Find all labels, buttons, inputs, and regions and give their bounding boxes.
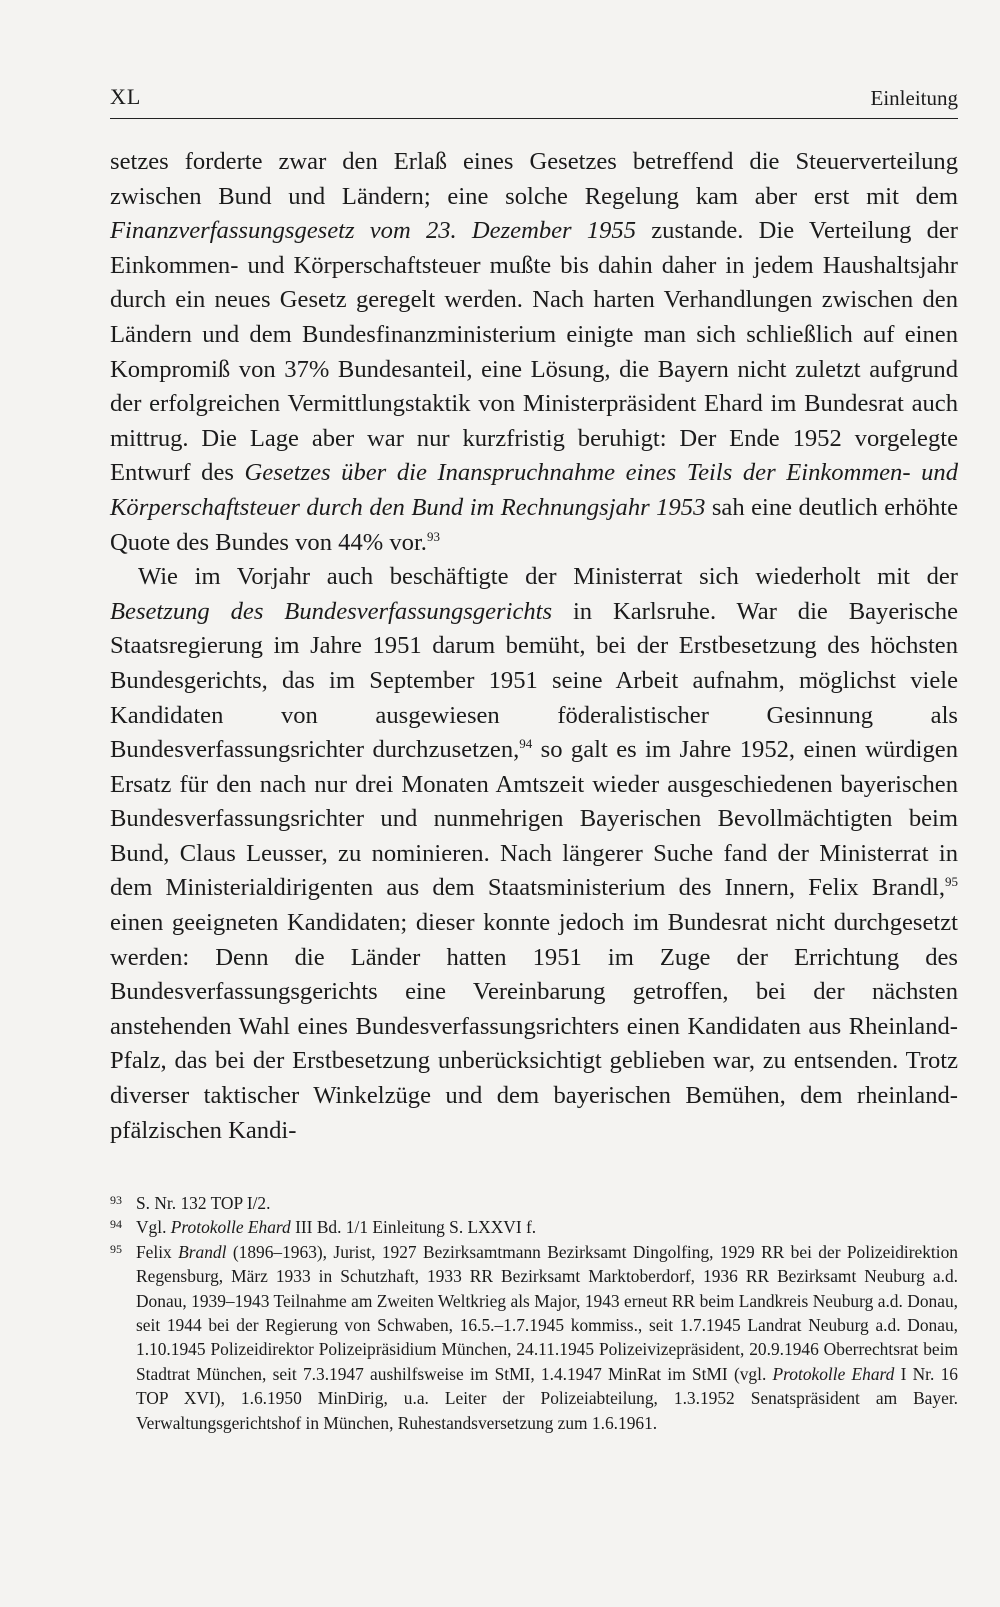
footnote-number: 93 — [110, 1193, 122, 1207]
footnote-ref-95[interactable]: 95 — [945, 874, 958, 890]
footnote-ref-93[interactable]: 93 — [426, 528, 440, 544]
text-run: so galt es im Jahre 1952, einen würdigen Ersatz für den nach nur drei Monaten Amtszeit wieder ausgeschiedenen bayerischen Bundesverfassungsrichter und nunmehrigen Bayerischen Bevollmächtigten beim Bund, Claus Leusser, zu nominieren. Nach längerer Suche fand der Ministerrat in dem Ministerialdirigenten aus dem Staatsministerium des Innern, Felix Brandl, — [110, 736, 958, 902]
footnote-text: Vgl. — [136, 1217, 171, 1238]
text-run: einen geeigneten Kandidaten; dieser konnte jedoch im Bundesrat nicht durchgesetzt werden: Denn die Länder hatten 1951 im Zuge der Errichtung des Bundesverfassungsgerichts eine Vereinbarung getroffen, bei der nächsten anstehenden Wahl eines Bundesverfassungsrichters einen Kandidaten aus Rheinland-Pfalz, das bei der Erstbesetzung unberücksichtigt geblieben war, zu entsenden. Trotz diverser taktischer Winkelzüge und dem bayerischen Bemühen, dem rheinland-pfälzischen Kandi- — [110, 909, 958, 1144]
footnote-text: Felix — [136, 1241, 179, 1262]
italic-title: Finanzverfassungsgesetz vom 23. Dezember 1955 — [110, 217, 637, 245]
footnote-95 — [110, 1240, 958, 1435]
text-run: sah eine deutlich erhöhte Quote des Bundes von 44% vor. — [110, 493, 959, 556]
footnote-number: 95 — [110, 1241, 122, 1256]
footnote-text: (1896–1963), Jurist, 1927 Bezirksamtmann Bezirksamt Dingolfing, 1929 RR bei der Polizeidirektion Regensburg, März 1933 in Schutzhaft, 1933 RR Bezirksamt Marktoberdorf, 1936 RR Bezirksamt Neuburg a.d. Donau, 1939–1943 Teilnahme am Zweiten Weltkrieg als Major, 1943 erneut RR beim Landkreis Neuburg a.d. Donau, seit 1944 bei der Regierung von Schwaben, 16.5.–1.7.1945 kommiss., seit 1.7.1945 Landrat Neuburg a.d. Donau, 1.10.1945 Polizeidirektor Polizeipräsidium München, 24.11.1945 Polizeivizepräsident, 20.9.1946 Oberrechtsrat beim Stadtrat München, seit 7.3.1947 aushilfsweise im StMI, 1.4.1947 MinRat im StMI (vgl. — [136, 1241, 958, 1384]
footnote-93 — [110, 1191, 958, 1215]
text-run: in Karlsruhe. War die Bayerische Staatsregierung im Jahre 1951 darum bemüht, bei der Erstbesetzung des höchsten Bundesgerichts, das im September 1951 seine Arbeit aufnahm, möglichst viele Kandidaten von ausgewiesen föderalistischer Gesinnung als Bundesverfassungsrichter durchzusetzen, — [110, 597, 958, 764]
footnotes — [110, 1191, 958, 1435]
footnote-text: I Nr. 16 TOP XVI), 1.6.1950 MinDirig, u.a. Leiter der Polizeiabteilung, 1.3.1952 Senatspräsident am Bayer. Verwaltungsgerichtshof in München, Ruhestandsversetzung zum 1.6.1961. — [136, 1363, 958, 1433]
footnote-italic: Protokolle Ehard — [170, 1217, 291, 1238]
italic-title: Besetzung des Bundesverfassungsgerichts — [110, 597, 553, 625]
text-run: Wie im Vorjahr auch beschäftigte der Ministerrat sich wiederholt mit der — [138, 563, 958, 591]
text-run: setzes forderte zwar den Erlaß eines Gesetzes betreffend die Steuerverteilung zwischen Bund und Ländern; eine solche Regelung kam aber erst mit dem — [110, 148, 958, 210]
footnote-ref-94[interactable]: 94 — [519, 736, 533, 752]
paragraph-2 — [110, 560, 958, 1148]
italic-title: Gesetzes über die Inanspruchnahme eines Teils der Einkommen- und Körperschaftsteuer durch den Bund im Rechnungsjahr 1953 — [110, 459, 958, 521]
page-header — [110, 84, 958, 119]
page-number: XL — [110, 84, 142, 109]
footnote-text: III Bd. 1/1 Einleitung S. LXXVI f. — [290, 1217, 537, 1238]
main-text — [110, 145, 958, 1148]
footnote-text: S. Nr. 132 TOP I/2. — [136, 1193, 271, 1213]
text-run: zustande. Die Verteilung der Einkommen- und Körperschaftsteuer mußte bis dahin daher in jedem Haushaltsjahr durch ein neues Gesetz geregelt werden. Nach harten Verhandlungen zwischen den Ländern und dem Bundesfinanzministerium einigte man sich schließlich auf einen Kompromiß von 37% Bundesanteil, eine Lösung, die Bayern nicht zuletzt aufgrund der erfolgreichen Vermittlungstaktik von Ministerpräsident Ehard im Bundesrat auch mittrug. Die Lage aber war nur kurzfristig beruhigt: Der Ende 1952 vorgelegte Entwurf des — [110, 217, 958, 487]
footnote-number: 94 — [110, 1217, 122, 1232]
footnote-italic: Brandl — [178, 1241, 227, 1262]
footnote-94 — [110, 1215, 958, 1239]
paragraph-1 — [110, 145, 958, 560]
running-head: Einleitung — [870, 86, 958, 110]
footnote-italic: Protokolle Ehard — [772, 1363, 895, 1384]
